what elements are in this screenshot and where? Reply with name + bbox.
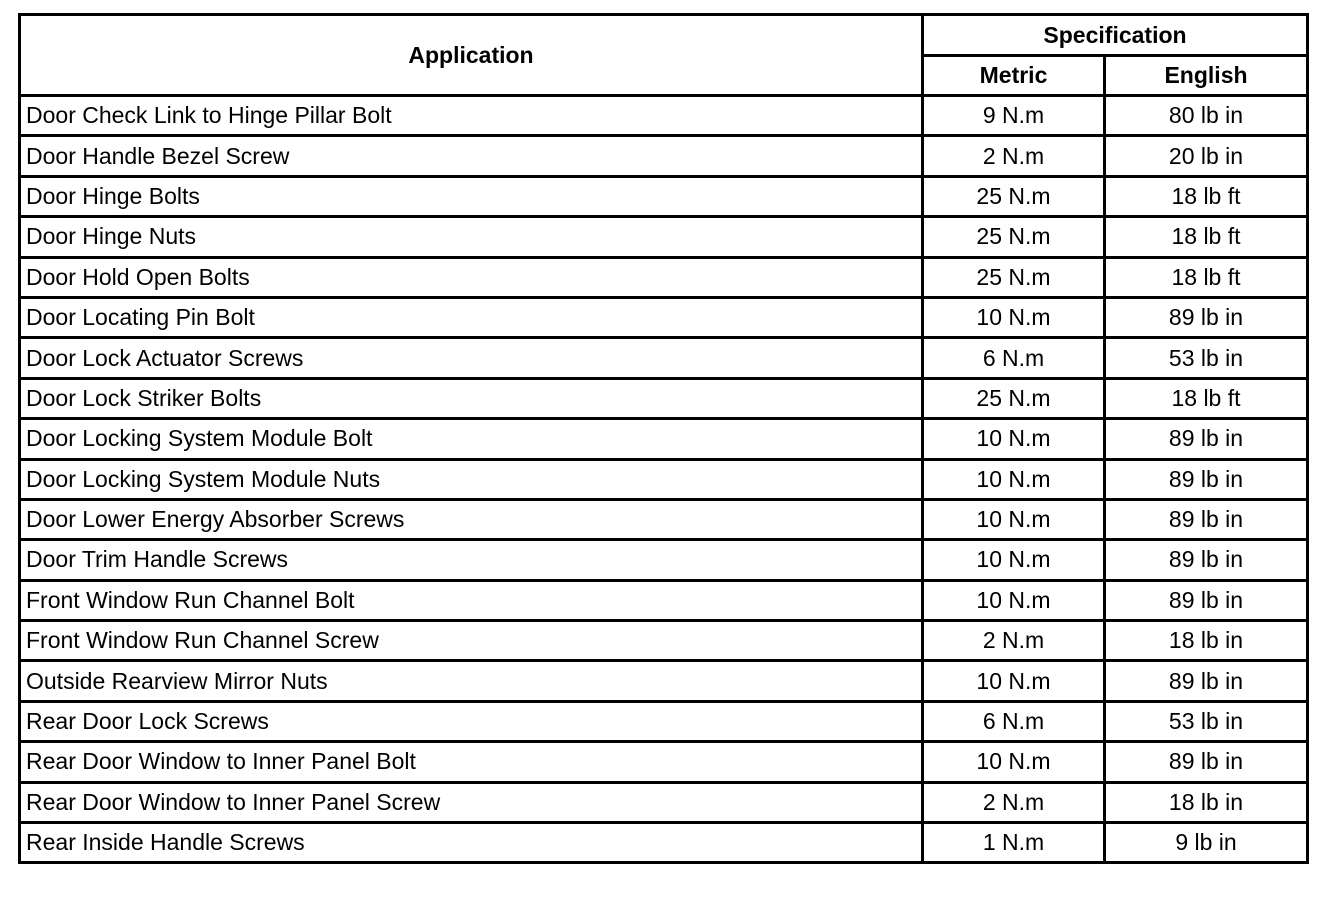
table-row	[20, 580, 1308, 620]
metric-cell: 10 N.m	[923, 540, 1105, 580]
metric-cell: 10 N.m	[923, 580, 1105, 620]
metric-cell: 10 N.m	[923, 499, 1105, 539]
table-body	[20, 96, 1308, 863]
english-cell: 89 lb in	[1105, 499, 1308, 539]
table-row	[20, 257, 1308, 297]
english-cell: 9 lb in	[1105, 823, 1308, 863]
english-cell: 89 lb in	[1105, 419, 1308, 459]
metric-cell: 2 N.m	[923, 782, 1105, 822]
application-column-header: Application	[20, 15, 923, 96]
table-row	[20, 338, 1308, 378]
english-cell: 53 lb in	[1105, 338, 1308, 378]
application-cell: Front Window Run Channel Bolt	[20, 580, 923, 620]
metric-cell: 6 N.m	[923, 701, 1105, 741]
table-row	[20, 136, 1308, 176]
table-row	[20, 782, 1308, 822]
application-cell: Door Locating Pin Bolt	[20, 297, 923, 337]
application-cell: Rear Inside Handle Screws	[20, 823, 923, 863]
application-cell: Door Locking System Module Nuts	[20, 459, 923, 499]
table-row	[20, 176, 1308, 216]
table-row	[20, 297, 1308, 337]
english-cell: 20 lb in	[1105, 136, 1308, 176]
english-cell: 89 lb in	[1105, 661, 1308, 701]
application-cell: Door Lower Energy Absorber Screws	[20, 499, 923, 539]
english-cell: 18 lb in	[1105, 621, 1308, 661]
metric-cell: 10 N.m	[923, 661, 1105, 701]
metric-cell: 25 N.m	[923, 176, 1105, 216]
application-cell: Door Lock Striker Bolts	[20, 378, 923, 418]
metric-cell: 10 N.m	[923, 419, 1105, 459]
english-cell: 18 lb in	[1105, 782, 1308, 822]
table-row	[20, 621, 1308, 661]
english-cell: 89 lb in	[1105, 459, 1308, 499]
application-cell: Outside Rearview Mirror Nuts	[20, 661, 923, 701]
english-cell: 89 lb in	[1105, 297, 1308, 337]
metric-cell: 1 N.m	[923, 823, 1105, 863]
table-row	[20, 701, 1308, 741]
table-row	[20, 540, 1308, 580]
specification-column-header: Specification	[923, 15, 1308, 56]
application-cell: Rear Door Window to Inner Panel Bolt	[20, 742, 923, 782]
english-cell: 89 lb in	[1105, 580, 1308, 620]
table-row	[20, 459, 1308, 499]
application-cell: Rear Door Lock Screws	[20, 701, 923, 741]
table-row	[20, 217, 1308, 257]
application-cell: Door Hinge Nuts	[20, 217, 923, 257]
english-cell: 80 lb in	[1105, 96, 1308, 136]
table-header	[20, 15, 1308, 96]
metric-cell: 25 N.m	[923, 257, 1105, 297]
metric-cell: 10 N.m	[923, 742, 1105, 782]
header-row-1	[20, 15, 1308, 56]
fastener-specification-table	[18, 13, 1309, 864]
english-cell: 18 lb ft	[1105, 176, 1308, 216]
metric-cell: 9 N.m	[923, 96, 1105, 136]
metric-cell: 10 N.m	[923, 459, 1105, 499]
application-cell: Front Window Run Channel Screw	[20, 621, 923, 661]
english-cell: 53 lb in	[1105, 701, 1308, 741]
application-cell: Door Trim Handle Screws	[20, 540, 923, 580]
application-cell: Rear Door Window to Inner Panel Screw	[20, 782, 923, 822]
application-cell: Door Lock Actuator Screws	[20, 338, 923, 378]
english-cell: 89 lb in	[1105, 540, 1308, 580]
application-cell: Door Check Link to Hinge Pillar Bolt	[20, 96, 923, 136]
metric-cell: 2 N.m	[923, 621, 1105, 661]
english-cell: 89 lb in	[1105, 742, 1308, 782]
application-cell: Door Hold Open Bolts	[20, 257, 923, 297]
metric-cell: 25 N.m	[923, 217, 1105, 257]
english-cell: 18 lb ft	[1105, 378, 1308, 418]
english-cell: 18 lb ft	[1105, 217, 1308, 257]
table-row	[20, 661, 1308, 701]
table-row	[20, 419, 1308, 459]
english-column-header: English	[1105, 56, 1308, 96]
application-cell: Door Locking System Module Bolt	[20, 419, 923, 459]
application-cell: Door Hinge Bolts	[20, 176, 923, 216]
table-row	[20, 96, 1308, 136]
metric-cell: 2 N.m	[923, 136, 1105, 176]
metric-cell: 25 N.m	[923, 378, 1105, 418]
metric-cell: 6 N.m	[923, 338, 1105, 378]
metric-cell: 10 N.m	[923, 297, 1105, 337]
application-cell: Door Handle Bezel Screw	[20, 136, 923, 176]
metric-column-header: Metric	[923, 56, 1105, 96]
table-row	[20, 378, 1308, 418]
table-row	[20, 499, 1308, 539]
table-row	[20, 742, 1308, 782]
table-row	[20, 823, 1308, 863]
english-cell: 18 lb ft	[1105, 257, 1308, 297]
